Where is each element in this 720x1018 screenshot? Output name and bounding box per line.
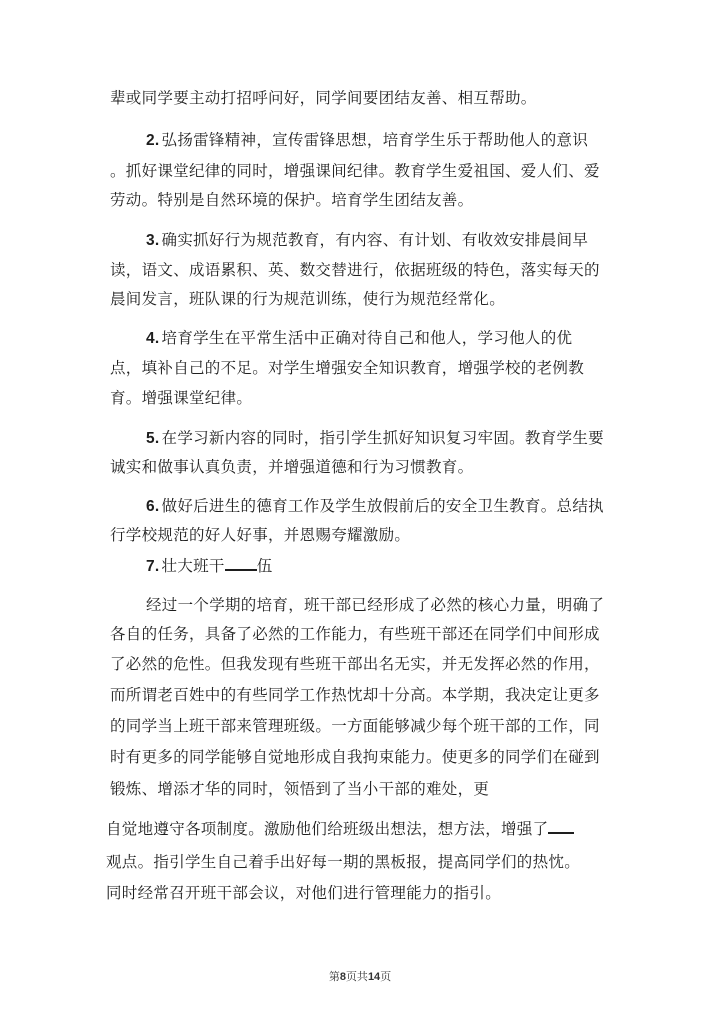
line-text: 在学习新内容的同时，指引学生抓好知识复习牢固。教育学生要 <box>161 429 604 447</box>
text-line <box>146 595 604 615</box>
list-item <box>146 328 572 349</box>
text-line <box>110 747 600 767</box>
text-line <box>106 852 580 872</box>
line-text: 读，语文、成语累积、英、数交替进行，依据班级的特色，落实每天的 <box>110 261 600 279</box>
line-text: 晨间发言，班队课的行为规范训练，使行为规范经常化。 <box>110 290 506 308</box>
line-text: 育。增强课堂纪律。 <box>110 389 253 407</box>
line-text: 而所谓老百姓中的有些同学工作热忱却十分高。本学期，我决定让更多 <box>110 686 600 704</box>
list-item <box>146 428 604 449</box>
list-item <box>146 130 588 151</box>
list-item <box>146 230 588 251</box>
line-text: 行学校规范的好人好事，并恩赐夸耀激励。 <box>110 526 411 544</box>
text-line <box>110 525 410 545</box>
text-line <box>110 88 537 108</box>
line-text: 了必然的危性。但我发现有些班干部出名无实，并无发挥必然的作用， <box>110 655 600 673</box>
text-line <box>110 388 252 408</box>
text-line <box>110 654 600 674</box>
item-number: 6. <box>146 498 160 515</box>
item-number: 4. <box>146 330 160 347</box>
item-number: 2. <box>146 132 160 149</box>
item-number: 7. <box>146 558 160 575</box>
list-item <box>146 555 273 577</box>
line-text: 做好后进生的德育工作及学生放假前后的安全卫生教育。总结执 <box>161 497 604 515</box>
text-line <box>110 260 600 280</box>
page-footer <box>0 968 720 984</box>
line-text: 劳动。特别是自然环境的保护。培育学生团结友善。 <box>110 191 474 209</box>
line-text: 诚实和做事认真负责，并增强道德和行为习惯教育。 <box>110 458 474 476</box>
line-text: 培育学生在平常生活中正确对待自己和他人，学习他人的优 <box>161 329 573 347</box>
line-text: 经过一个学期的培育，班干部已经形成了必然的核心力量，明确了 <box>146 596 605 614</box>
line-text: 壮大班干 <box>161 557 225 575</box>
text-line <box>110 161 600 181</box>
list-item <box>146 496 604 517</box>
item-number: 3. <box>146 232 160 249</box>
text-line <box>110 624 600 644</box>
text-line <box>110 289 505 309</box>
text-line <box>106 883 501 903</box>
line-text: 时有更多的同学能够自觉地形成自我拘束能力。使更多的同学们在碰到 <box>110 748 600 766</box>
line-text: 的同学当上班干部来管理班级。一方面能够减少每个班干部的工作，同 <box>110 717 600 735</box>
line-text: 自觉地遵守各项制度。激励他们给班级出想法，想方法，增强了 <box>106 820 549 838</box>
line-text: 辈或同学要主动打招呼问好，同学间要团结友善、相互帮助。 <box>110 89 537 107</box>
total-pages-number: 14 <box>367 971 381 983</box>
item-number: 5. <box>146 430 160 447</box>
text-line <box>110 685 600 705</box>
footer-middle: 页共 <box>345 970 368 983</box>
text-line <box>110 190 473 210</box>
line-text: 锻炼、增添才华的同时，领悟到了当小干部的难处，更 <box>110 780 490 798</box>
text-line <box>106 818 574 839</box>
line-text: 观点。指引学生自己着手出好每一期的黑板报，提高同学们的热忱。 <box>106 853 581 871</box>
fill-blank <box>225 555 257 571</box>
line-text: 弘扬雷锋精神，宣传雷锋思想，培育学生乐于帮助他人的意识 <box>161 131 589 149</box>
footer-suffix: 页 <box>380 970 392 983</box>
footer-prefix: 第 <box>328 970 340 983</box>
line-text: 各自的任务，具备了必然的工作能力，有些班干部还在同学们中间形成 <box>110 625 600 643</box>
text-line <box>110 457 473 477</box>
current-page-number: 8 <box>339 971 346 983</box>
text-line <box>110 358 584 378</box>
line-text: 。抓好课堂纪律的同时，增强课间纪律。教育学生爱祖国、爱人们、爱 <box>110 162 600 180</box>
line-text: 伍 <box>256 557 273 575</box>
text-line <box>110 779 489 799</box>
line-text: 同时经常召开班干部会议，对他们进行管理能力的指引。 <box>106 884 502 902</box>
fill-blank <box>548 818 574 834</box>
line-text: 确实抓好行为规范教育，有内容、有计划、有收效安排晨间早 <box>161 231 589 249</box>
line-text: 点，填补自己的不足。对学生增强安全知识教育，增强学校的老例教 <box>110 359 585 377</box>
text-line <box>110 716 600 736</box>
